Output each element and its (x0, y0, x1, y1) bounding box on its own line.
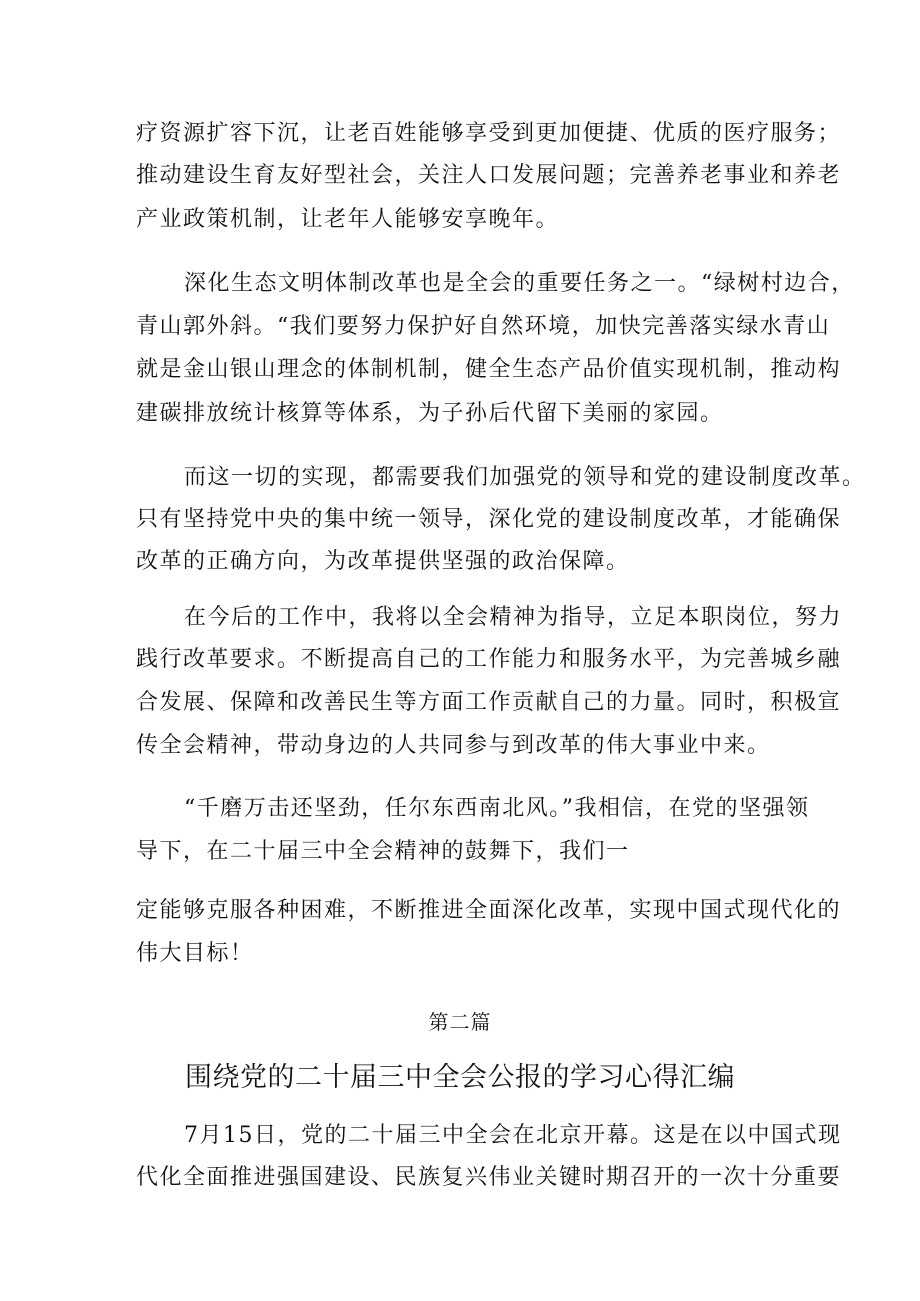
paragraph-line: 践行改革要求。不断提高自己的工作能力和服务水平，为完善城乡融 (136, 647, 842, 672)
paragraph-line: 在今后的工作中，我将以全会精神为指导，立足本职岗位，努力 (184, 605, 843, 630)
section-title: 围绕党的二十届三中全会公报的学习心得汇编 (185, 1062, 735, 1093)
paragraph-line: 推动建设生育友好型社会，关注人口发展问题；完善养老事业和养老 (136, 163, 842, 188)
paragraph-line: 青山郭外斜。“我们要努力保护好自然环境，加快完善落实绿水青山 (136, 314, 831, 339)
paragraph-line: 疗资源扩容下沉，让老百姓能够享受到更加便捷、优质的医疗服务； (136, 121, 842, 146)
paragraph-line: 只有坚持党中央的集中统一领导，深化党的建设制度改革，才能确保 (136, 507, 842, 532)
section-label: 第二篇 (428, 1010, 492, 1034)
paragraph-line: 传全会精神，带动身边的人共同参与到改革的伟大事业中来。 (136, 733, 771, 758)
paragraph-line: 7月15日，党的二十届三中全会在北京开幕。这是在以中国式现 (184, 1123, 842, 1148)
paragraph-line: 伟大目标！ (136, 941, 254, 966)
paragraph-line: “千磨万击还坚劲，任尔东西南北风。”我相信，在党的坚强领 (184, 796, 810, 821)
paragraph-line: 改革的正确方向，为改革提供坚强的政治保障。 (136, 549, 630, 574)
paragraph-line: 定能够克服各种困难，不断推进全面深化改革，实现中国式现代化的 (136, 898, 842, 923)
paragraph-line: 产业政策机制，让老年人能够安享晚年。 (136, 207, 560, 232)
paragraph-line: 深化生态文明体制改革也是全会的重要任务之一。“绿树村边合， (184, 271, 855, 296)
paragraph-line: 建碳排放统计核算等体系，为子孙后代留下美丽的家园。 (136, 401, 724, 426)
paragraph-line: 就是金山银山理念的体制机制，健全生态产品价值实现机制，推动构 (136, 357, 842, 382)
paragraph-line: 代化全面推进强国建设、民族复兴伟业关键时期召开的一次十分重要 (136, 1165, 842, 1190)
paragraph-line: 导下，在二十届三中全会精神的鼓舞下，我们一 (136, 839, 630, 864)
paragraph-line: 合发展、保障和改善民生等方面工作贡献自己的力量。同时，积极宣 (136, 690, 842, 715)
paragraph-line: 而这一切的实现，都需要我们加强党的领导和党的建设制度改革。 (184, 465, 866, 490)
